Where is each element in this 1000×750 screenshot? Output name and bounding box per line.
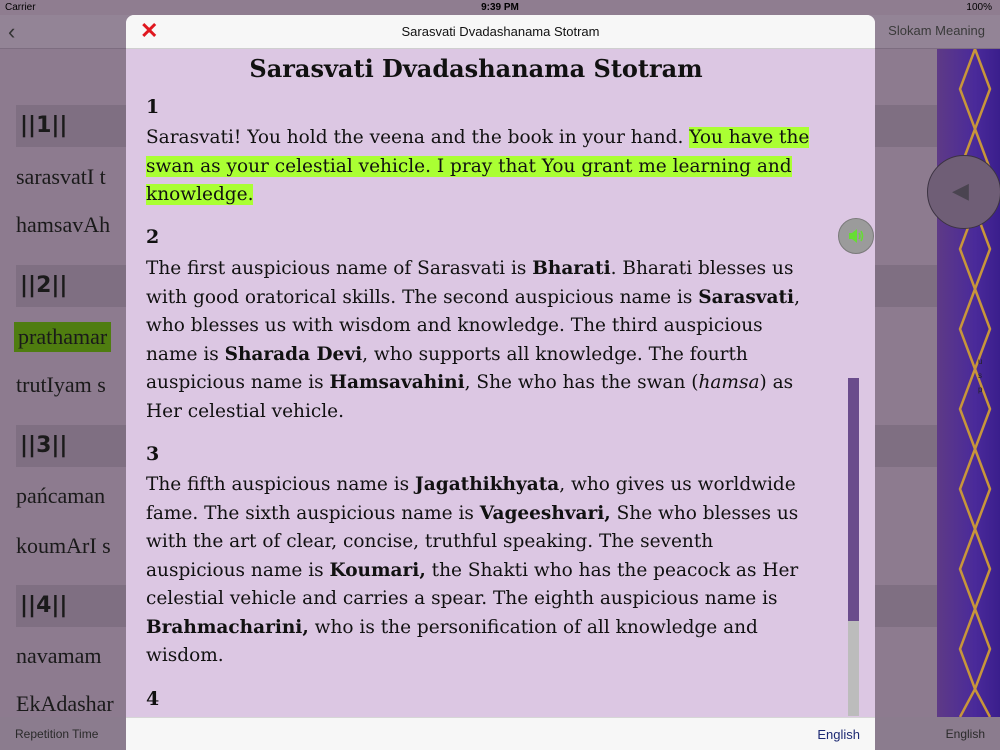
language-button[interactable]: English — [817, 727, 860, 742]
modal-title: Sarasvati Dvadashanama Stotram — [401, 24, 600, 39]
carrier-label: Carrier — [5, 2, 36, 13]
verse-line: EkAdashar — [16, 691, 114, 716]
verse-line: navamam — [16, 643, 102, 668]
verse-number: ||2|| — [16, 265, 937, 307]
modal-footer — [126, 717, 875, 750]
verse-number: 1 — [146, 96, 160, 118]
decorative-border-strip — [937, 49, 1000, 717]
verse-line-highlighted: prathamar — [14, 322, 111, 352]
slokam-meaning-button[interactable]: Slokam Meaning — [888, 23, 985, 38]
verse-meaning: The first auspicious name of Sarasvati is Bharati. Bharati blesses us with good oratorical skills. The second auspicious name is Sarasvati, who blesses us with wisdom and knowledge. The third auspicious name is Sharada Devi, who supports all knowledge. The fourth auspicious name is Hamsavahini, She who has the swan (hamsa) as Her celestial vehicle. — [146, 258, 800, 422]
verse-number: ||1|| — [16, 105, 937, 147]
status-bar — [0, 0, 1000, 15]
clock: 9:39 PM — [481, 2, 519, 13]
verse-line: pańcaman — [16, 483, 106, 508]
close-icon[interactable]: ✕ — [140, 18, 159, 43]
verse-meaning: The fifth auspicious name is Jagathikhyata, who gives us worldwide fame. The sixth auspicious name is Vageeshvari, She who blesses us with the art of clear, concise, truthful speaking. The seventh auspicious name is Koumari, the Shakti who has the peacock as Her celestial vehicle and carries a spear. The eighth auspicious name is Brahmacharini, who is the personification of all knowledge and wisdom. — [146, 474, 799, 666]
verse-line: hamsavAh — [16, 212, 111, 237]
speaker-button[interactable] — [838, 218, 874, 254]
verse-meaning: Sarasvati! You hold the veena and the book in your hand. You have the swan as your celestial vehicle. I pray that You grant me learning and knowledge. — [146, 127, 810, 205]
scrollbar-thumb[interactable] — [848, 378, 859, 621]
meaning-content[interactable] — [126, 48, 875, 716]
background-language-button[interactable]: English — [945, 727, 985, 741]
verse-number: ||3|| — [16, 425, 937, 467]
verse-number: ||4|| — [16, 585, 937, 627]
verse-number: 3 — [146, 443, 160, 465]
verse-number: 4 — [146, 688, 160, 710]
meaning-modal — [126, 15, 875, 750]
verse-line: koumArI s — [16, 533, 111, 558]
verse-number: 2 — [146, 226, 160, 248]
side-letters: u s p — [978, 357, 983, 394]
battery-label: 100% — [966, 2, 992, 13]
background-speaker-button[interactable] — [927, 155, 1000, 229]
scrollbar[interactable] — [848, 378, 859, 716]
chevron-left-icon[interactable]: ‹ — [8, 19, 16, 44]
verse-line: sarasvatI t — [16, 164, 106, 189]
decorative-pattern — [954, 49, 996, 717]
speaker-icon — [847, 227, 865, 245]
muted-speaker-icon: ◀ — [952, 178, 969, 203]
page-title: Sarasvati Dvadashanama Stotram — [249, 54, 703, 83]
repetition-time-button[interactable]: Repetition Time — [15, 727, 99, 741]
verse-line: trutIyam s — [16, 372, 106, 397]
modal-header — [126, 15, 875, 49]
highlighted-text: You have the swan as your celestial vehicle. I pray that You grant me learning and knowledge. — [146, 127, 810, 205]
